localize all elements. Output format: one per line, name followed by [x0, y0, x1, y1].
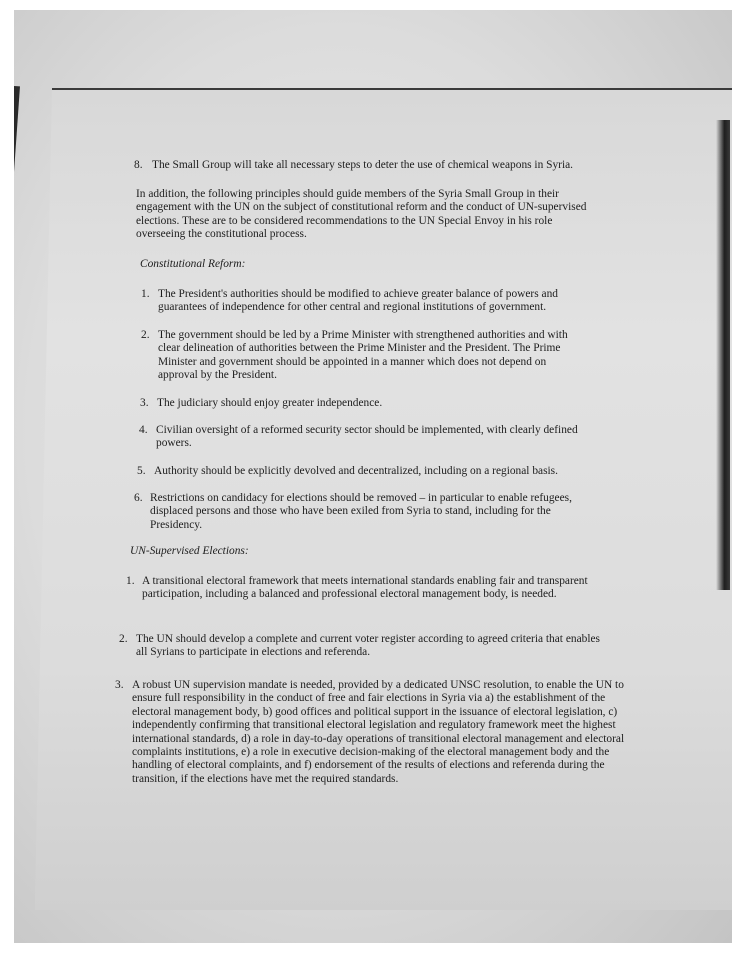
- constitutional-item-3: [140, 397, 585, 410]
- item-text: A robust UN supervision mandate is needed, provided by a dedicated UNSC resolution, to enable the UN to ensure full responsibility in the conduct of free and fair elections in Syria via a) the establishment of the electoral management body, b) good offices and political support in the issuance of electoral legislation, c) independently confirming that transitional electoral legislation and regulatory framework meet the highest international standards, d) a role in day-to-day operations of transitional electoral management and electoral complaints institutions, e) a role in executive decision-making of the electoral management body and the handling of electoral complaints, and f) endorsement of the results of elections and referenda during the transition, if the elections have met the required standards.: [132, 679, 625, 785]
- elections-item-3: [115, 679, 627, 786]
- item-number: 3.: [140, 397, 149, 409]
- constitutional-item-1: [141, 288, 586, 315]
- item-number: 4.: [139, 424, 148, 436]
- elections-item-2: [119, 633, 614, 660]
- item-number: 2.: [141, 329, 150, 341]
- item-text: The Small Group will take all necessary steps to deter the use of chemical weapons in Syria.: [152, 159, 574, 171]
- paper-left-edge: [14, 86, 20, 785]
- elections-item-1: [126, 575, 604, 602]
- item-text: Authority should be explicitly devolved and decentralized, including on a regional basis.: [154, 465, 558, 477]
- item-number: 6.: [134, 492, 143, 504]
- constitutional-item-5: [137, 465, 597, 478]
- constitutional-item-2: [141, 329, 586, 383]
- item-text: A transitional electoral framework that meets international standards enabling fair and transparent participation, including a balanced and professional electoral management body, is needed.: [142, 575, 588, 601]
- item-text: The government should be led by a Prime Minister with strengthened authorities and with clear delineation of authorities between the Prime Minister and the President. The Prime Minister and government should be appointed in a manner which does not depend on approval by the President.: [158, 329, 568, 382]
- item-text: Civilian oversight of a reformed security sector should be implemented, with clearly defined powers.: [156, 424, 578, 450]
- intro-paragraph: In addition, the following principles should guide members of the Syria Small Group in their engagement with the UN on the subject of constitutional reform and the conduct of UN-supervised elections. These are to be considered recommendations to the UN Special Envoy in his role overseeing the constitutional process.: [136, 188, 587, 241]
- item-text: Restrictions on candidacy for elections should be removed – in particular to enable refugees, displaced persons and those who have been exiled from Syria to stand, including for the Presidency.: [150, 492, 572, 531]
- item-text: The President's authorities should be modified to achieve greater balance of powers and guarantees of independence for other central and regional institutions of government.: [158, 288, 558, 314]
- section-heading-un-supervised-elections: UN-Supervised Elections:: [130, 545, 249, 557]
- item-number: 2.: [119, 633, 128, 645]
- constitutional-item-6: [134, 492, 604, 532]
- item-text: The judiciary should enjoy greater independence.: [157, 397, 383, 409]
- item-number: 5.: [137, 465, 146, 477]
- item-number: 8.: [134, 159, 143, 171]
- item-number: 1.: [126, 575, 135, 587]
- item-number: 1.: [141, 288, 150, 300]
- paper-right-shadow: [716, 120, 730, 590]
- item-number: 3.: [115, 679, 124, 691]
- item-text: The UN should develop a complete and current voter register according to agreed criteria that enables all Syrians to participate in elections and referenda.: [136, 633, 600, 659]
- constitutional-item-4: [139, 424, 585, 451]
- item-8: [134, 159, 604, 172]
- section-heading-constitutional-reform: Constitutional Reform:: [140, 258, 246, 270]
